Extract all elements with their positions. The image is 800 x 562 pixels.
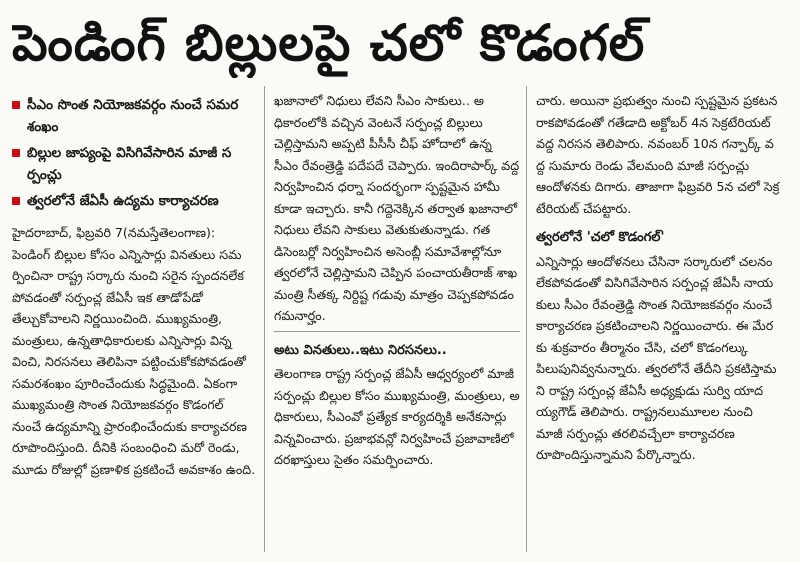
article-paragraph: చారు. అయినా ప్రభుత్వం నుంచి స్పష్టమైన ప్రకటన రాకపోవడంతో గతేడాది అక్టోబర్ 4న సెక్రటేరియట్ వద్ద నిరసన తెలిపారు. నవంబర్ 10న గన్పార్క్ వద్ద సుమారు రెండు వేలమంది మాజీ సర్పంచ్లు ఆందోళనకు దిగారు. తాజాగా ఫిబ్రవరి 5న చలో సెక్రటేరియట్ చేపట్టారు. [536, 93, 780, 216]
highlight-bullet [12, 190, 256, 212]
highlight-text: బిల్లుల జాప్యంపై విసిగివేసారిన మాజీ సర్పంచ్లు [27, 145, 232, 183]
highlight-bullet [12, 94, 256, 138]
highlight-bullet [12, 142, 256, 186]
article-column-1 [12, 90, 256, 556]
red-square-icon [12, 149, 20, 157]
column-divider [526, 86, 527, 552]
highlight-bullets [12, 94, 256, 212]
article-column-3 [536, 90, 782, 556]
section-subheading: త్వరలోనే 'చలో కొడంగల్' [536, 230, 665, 245]
article-paragraph: ఎన్నిసార్లు ఆందోళనలు చేసినా సర్కారులో చలనం లేకపోవడంతో విసిగివేసారిన సర్పంచ్ల జేఏసీ నాయకులు సీఎం రేవంత్రెడ్డి సొంత నియోజకవర్గం నుంచే కార్యాచరణ ప్రకటించాలని నిర్ణయించారు. ఈ మేరకు శుక్రవారం తీర్మానం చేసి, చలో కొడంగల్కు పిలుపునివ్వనున్నారు. త్వరలోనే తేదీని ప్రకటిస్తామని రాష్ట్ర సర్పంచ్ల జేఏసీ అధ్యక్షుడు సుర్వి యాదయ్యగౌడ్ తెలిపారు. రాష్ట్రనలుమూలల నుంచి మాజీ సర్పంచ్లు తరలివచ్చేలా కార్యాచరణ రూపొందిస్తున్నామని పేర్కొన్నారు. [536, 253, 777, 462]
red-square-icon [12, 197, 20, 205]
article-paragraph: తెలంగాణ రాష్ట్ర సర్పంచ్ల జేఏసీ ఆధ్వర్యంలో మాజీ సర్పంచ్లు బిల్లుల కోసం ముఖ్యమంత్రి, మంత్రులు, అధికారులు, సీఎంవో ప్రత్యేక కార్యదర్శికి అనేకసార్లు విన్నవించారు. ప్రజాభవన్లో నిర్వహించే ప్రజావాణిలో దరఖాస్తులు సైతం సమర్పించారు. [274, 366, 520, 467]
highlight-text: త్వరలోనే జేఏసీ ఉద్యమ కార్యాచరణ [27, 193, 219, 209]
red-square-icon [12, 101, 20, 109]
headline: పెండింగ్ బిల్లులపై చలో కొడంగల్ [12, 14, 646, 72]
section-divider [274, 331, 520, 332]
article-paragraph: హైదరాబాద్, ఫిబ్రవరి 7(నమస్తేతెలంగాణ): పెండింగ్ బిల్లుల కోసం ఎన్నిసార్లు వినతులు సమర్పించినా రాష్ట్ర సర్కారు నుంచి సరైన స్పందనలేకపోవడంతో సర్పంచ్ల జేఏసీ ఇక తాడోపేడో తేల్చుకోవాలని నిర్ణయించింది. ముఖ్యమంత్రి, మంత్రులు, ఉన్నతాధికారులకు ఎన్నిసార్లు విన్నవించి, నిరసనలు తెలిపినా పట్టించుకోకపోవడంతో సమరశంఖం పూరించేందుకు సిద్ధమైంది. ఏకంగా ముఖ్యమంత్రి సొంత నియోజకవర్గం కొడంగల్ నుంచే ఉద్యమాన్ని ప్రారంభించేందుకు కార్యాచరణ రూపొందిస్తుంది. దీనికి సంబంధించి మరో రెండు, మూడు రోజుల్లో ప్రణాళిక ప్రకటించే అవకాశం ఉంది. [12, 225, 256, 477]
article-column-2 [274, 90, 520, 556]
column-divider [264, 86, 265, 552]
section-subheading: అటు వినతులు..ఇటు నిరసనలు.. [274, 342, 447, 358]
article-paragraph: ఖజానాలో నిధులు లేవని సీఎం సాకులు.. అధికారంలోకి వచ్చిన వెంటనే సర్పంచ్ల బిల్లులు చెల్లిస్తామని అప్పటి పీసీసీ చీఫ్ హోదాలో ఉన్న సీఎం రేవంత్రెడ్డి పదేపదే చెప్పారు. ఇందిరాపార్క్ వద్ద నిర్వహించిన ధర్నా సందర్భంగా స్పష్టమైన హామీ కూడా ఇచ్చారు. కానీ గద్దెనెక్కిన తర్వాత ఖజానాలో నిధులు లేవని సాకులు వెతుకుతున్నాడు. గత డిసెంబర్లో నిర్వహించిన అసెంబ్లీ సమావేశాల్లోనూ త్వరలోనే చెల్లిస్తామని చెప్పిన పంచాయతీరాజ్ శాఖ మంత్రి సీతక్క నిర్దిష్ట గడువు మాత్రం చెప్పకపోవడం గమనార్హం. [274, 93, 520, 323]
highlight-text: సీఎం సొంత నియోజకవర్గం నుంచే సమరశంఖం [27, 97, 239, 135]
